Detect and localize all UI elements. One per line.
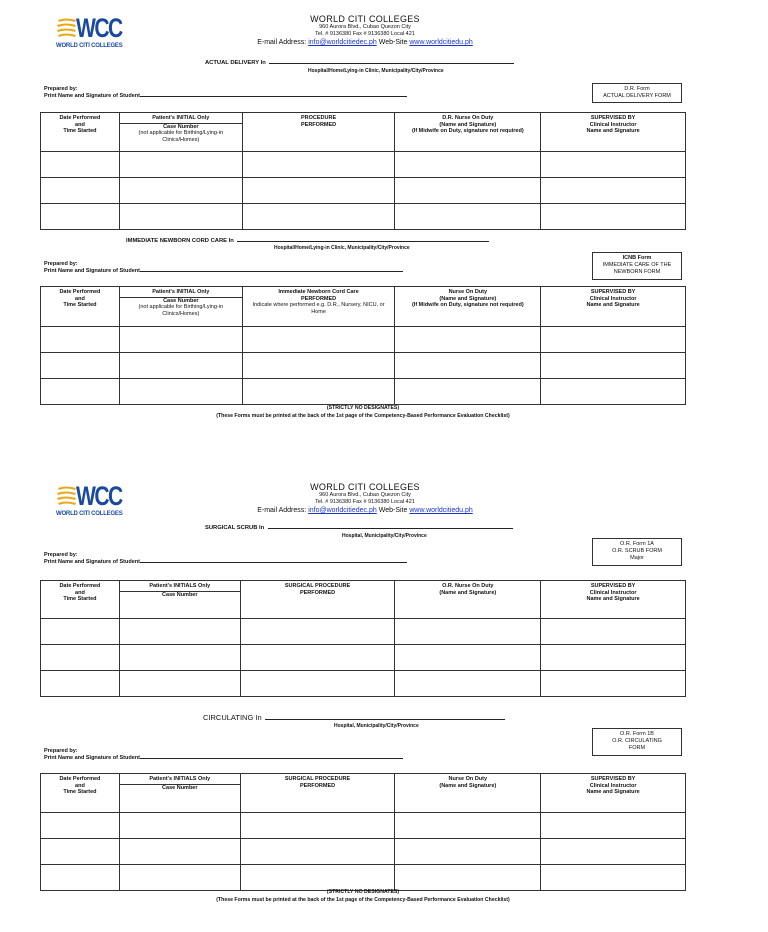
wcc-swoosh-icon	[56, 484, 78, 508]
prepared-by-label: Prepared by:	[44, 86, 78, 92]
form-sub2: Major	[630, 555, 644, 561]
section2-label: IMMEDIATE NEWBORN CORD CARE In	[126, 238, 234, 244]
col-nurse-header: D.R. Nurse On Duty (Name and Signature) (If Midwife on Duty, signature not required)	[395, 113, 541, 152]
college-address: 960 Aurora Blvd., Cubao Quezon City	[319, 492, 411, 498]
college-tel: Tel. # 9136380 Fax # 9136380 Local 421	[315, 31, 415, 37]
section1-label-row	[205, 60, 514, 66]
email-link[interactable]: info@worldcitiedec.ph	[308, 39, 377, 46]
table-row[interactable]	[41, 353, 686, 379]
logo-letters: WCC	[76, 13, 122, 43]
form-sub2: FORM	[628, 745, 646, 751]
section3-sub: Hospital, Municipality/City/Province	[342, 533, 427, 539]
logo-name: WORLD CITI COLLEGES	[56, 43, 123, 49]
wcc-logo	[56, 14, 122, 49]
col-patient-header: Patient's INITIALS Only Case Number	[119, 774, 240, 813]
section4-sub: Hospital, Municipality/City/Province	[334, 723, 419, 729]
wcc-logo	[56, 482, 122, 517]
section4-label-row	[203, 713, 505, 722]
section4-form-box	[592, 728, 682, 756]
website-link[interactable]: www.worldcitiedu.ph	[409, 507, 473, 514]
section1-table	[40, 112, 686, 230]
col-procedure-header: Immediate Newborn Cord Care PERFORMED Indicate where performed e.g. D.R., Nursery, NICU, or Home	[242, 287, 395, 327]
section2-form-box	[592, 252, 682, 280]
print-note-1: (These Forms must be printed at the back of the 1st page of the Competency-Based Performance Evaluation Checklist)	[216, 413, 510, 419]
college-tel: Tel. # 9136380 Fax # 9136380 Local 421	[315, 499, 415, 505]
section3-prepared	[44, 552, 407, 566]
table-row[interactable]	[41, 813, 686, 839]
form-sub: IMMEDIATE CARE OF THE	[602, 262, 672, 268]
prepared-by-label: Prepared by:	[44, 261, 78, 267]
strict-note-1: (STRICTLY NO DESIGNATES)	[326, 405, 400, 411]
logo-name: WORLD CITI COLLEGES	[56, 511, 123, 517]
strict-note-2: (STRICTLY NO DESIGNATES)	[326, 889, 400, 895]
section1-label: ACTUAL DELIVERY In	[205, 60, 266, 66]
section2-label-row	[126, 238, 489, 244]
form-sub: O.R. CIRCULATING	[612, 738, 662, 744]
col-procedure-header: PROCEDURE PERFORMED	[242, 113, 395, 152]
table-row[interactable]	[41, 671, 686, 697]
col-supervised-header: SUPERVISED BY Clinical Instructor Name and Signature	[541, 581, 686, 619]
col-nurse-header: Nurse On Duty (Name and Signature)	[395, 774, 541, 813]
prepared-by-label: Prepared by:	[44, 748, 78, 754]
col-patient-header: Patient's INITIALS Only Case Number	[119, 581, 240, 619]
form-sub: ACTUAL DELIVERY FORM	[603, 93, 671, 99]
header-block	[200, 14, 530, 47]
table-row[interactable]	[41, 839, 686, 865]
website-link[interactable]: www.worldcitiedu.ph	[409, 39, 473, 46]
college-contact	[200, 506, 530, 515]
email-link[interactable]: info@worldcitiedec.ph	[308, 507, 377, 514]
form-title: ICNB Form	[622, 255, 652, 261]
table-row[interactable]	[41, 865, 686, 891]
section3-form-box	[592, 538, 682, 566]
section1-sub: Hospital/Home/Lying-in Clinic, Municipality/City/Province	[308, 68, 444, 74]
col-date-header: Date Performed and Time Started	[41, 113, 120, 152]
wcc-swoosh-icon	[56, 16, 78, 40]
table-row[interactable]	[41, 152, 686, 178]
college-title: WORLD CITI COLLEGES	[310, 482, 420, 492]
email-label: E-mail Address:	[257, 39, 307, 46]
form-sub: O.R. SCRUB FORM	[612, 548, 662, 554]
section4-table	[40, 773, 686, 891]
college-contact	[200, 38, 530, 47]
header-block	[200, 482, 530, 515]
section3-label: SURGICAL SCRUB In	[205, 525, 265, 531]
section1-prepared	[44, 86, 407, 100]
col-patient-header: Patient's INITIAL Only Case Number (not applicable for Birthing/Lying-in Clinics/Homes)	[119, 113, 242, 152]
col-supervised-header: SUPERVISED BY Clinical Instructor Name and Signature	[541, 287, 686, 327]
table-row[interactable]	[41, 379, 686, 405]
form-title: D.R. Form	[624, 86, 650, 92]
col-date-header: Date Performed and Time Started	[41, 287, 120, 327]
email-label: E-mail Address:	[257, 507, 307, 514]
col-date-header: Date Performed and Time Started	[41, 774, 120, 813]
form-title: O.R. Form 1B	[620, 731, 654, 737]
print-name-label: Print Name and Signature of Student	[44, 755, 140, 761]
col-procedure-header: SURGICAL PROCEDURE PERFORMED	[240, 774, 395, 813]
col-supervised-header: SUPERVISED BY Clinical Instructor Name and Signature	[541, 774, 686, 813]
print-name-label: Print Name and Signature of Student	[44, 268, 140, 274]
section2-prepared	[44, 261, 403, 275]
section2-sub: Hospital/Home/Lying-in Clinic, Municipality/City/Province	[274, 245, 410, 251]
table-row[interactable]	[41, 327, 686, 353]
logo-letters: WCC	[76, 481, 122, 511]
table-row[interactable]	[41, 204, 686, 230]
website-label: Web-Site	[378, 507, 408, 514]
form-title: O.R. Form 1A	[620, 541, 654, 547]
table-row[interactable]	[41, 178, 686, 204]
table-row[interactable]	[41, 645, 686, 671]
col-nurse-header: Nurse On Duty (Name and Signature) (If Midwife on Duty, signature not required)	[395, 287, 541, 327]
table-row[interactable]	[41, 619, 686, 645]
section4-prepared	[44, 748, 403, 762]
col-date-header: Date Performed and Time Started	[41, 581, 120, 619]
section3-label-row	[205, 525, 513, 531]
section3-table	[40, 580, 686, 697]
col-supervised-header: SUPERVISED BY Clinical Instructor Name and Signature	[541, 113, 686, 152]
college-title: WORLD CITI COLLEGES	[310, 14, 420, 24]
print-note-2: (These Forms must be printed at the back of the 1st page of the Competency-Based Performance Evaluation Checklist)	[216, 897, 510, 903]
website-label: Web-Site	[378, 39, 408, 46]
col-nurse-header: O.R. Nurse On Duty (Name and Signature)	[395, 581, 541, 619]
section2-table	[40, 286, 686, 405]
college-address: 960 Aurora Blvd., Cubao Quezon City	[319, 24, 411, 30]
prepared-by-label: Prepared by:	[44, 552, 78, 558]
print-name-label: Print Name and Signature of Student	[44, 559, 140, 565]
section1-form-box	[592, 83, 682, 103]
col-procedure-header: SURGICAL PROCEDURE PERFORMED	[240, 581, 395, 619]
form-sub2: NEWBORN FORM	[613, 269, 661, 275]
print-name-label: Print Name and Signature of Student	[44, 93, 140, 99]
section4-label: CIRCULATING In	[203, 713, 262, 722]
col-patient-header: Patient's INITIAL Only Case Number (not applicable for Birthing/Lying-in Clinics/Homes)	[119, 287, 242, 327]
